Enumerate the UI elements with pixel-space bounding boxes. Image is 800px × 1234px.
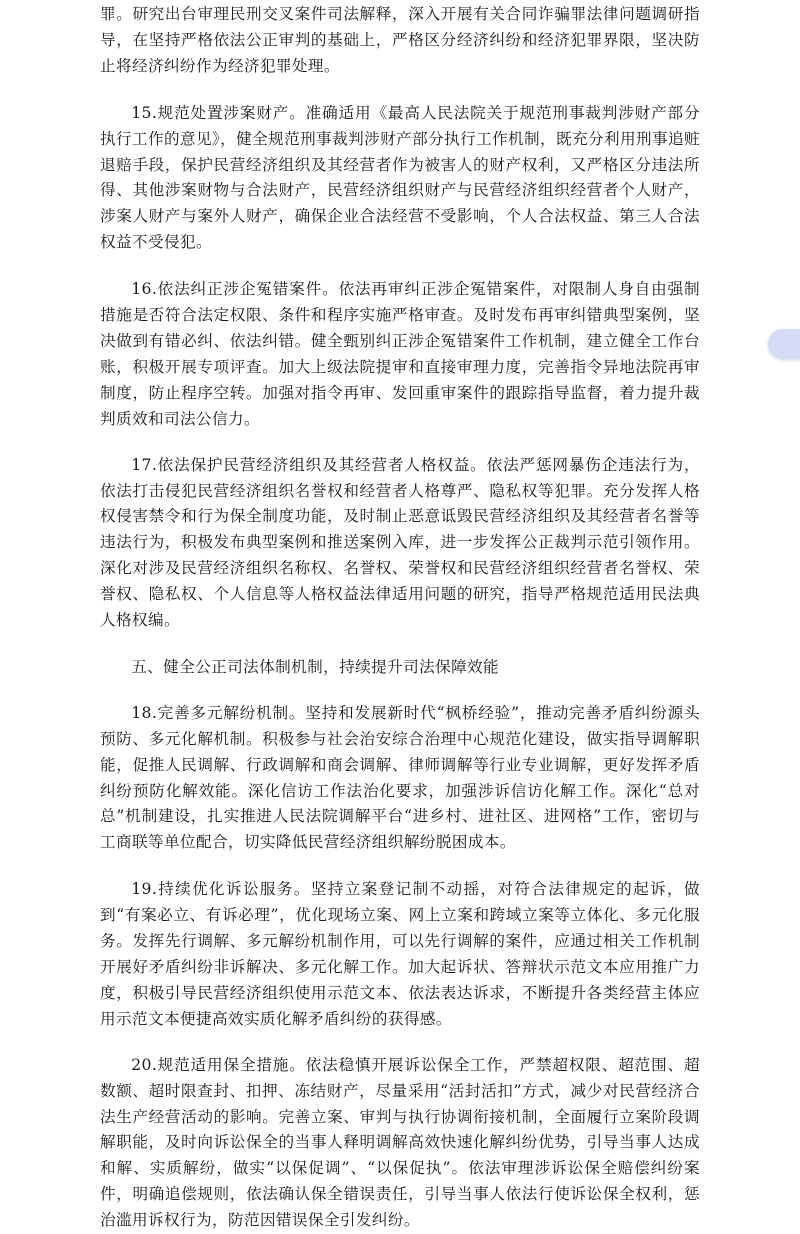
paragraph-20: 20.规范适用保全措施。依法稳慎开展诉讼保全工作，严禁超权限、超范围、超数额、超时限查封、扣押、冻结财产，尽量采用“活封活扣”方式，减少对民营经济合法生产经营活动的影响。完善立案、审判与执行协调衔接机制，全面履行立案阶段调解职能，及时向诉讼保全的当事人释明调解高效快速化解纠纷优势，引导当事人达成和解、实质解纷，做实“以保促调”、“以保促执”。依法审理涉诉讼保全赔偿纠纷案件，明确追偿规则，依法确认保全错误责任，引导当事人依法行使诉讼保全权利，惩治滥用诉权行为，防范因错误保全引发纠纷。	[100, 1055, 700, 1230]
document-body	[100, 2, 700, 1234]
paragraph-17: 17.依法保护民营经济组织及其经营者人格权益。依法严惩网暴伤企违法行为，依法打击侵犯民营经济组织名誉权和经营者人格尊严、隐私权等犯罪。充分发挥人格权侵害禁令和行为保全制度功能，及时制止恶意诋毁民营经济组织及其经营者名誉等违法行为，积极发布典型案例和推送案例入库，进一步发挥公正裁判示范引领作用。深化对涉及民营经济组织名称权、名誉权、荣誉权和民营经济组织经营者名誉权、荣誉权、隐私权、个人信息等人格权益法律适用问题的研究，指导严格规范适用民法典人格权编。	[100, 455, 700, 630]
paragraph-19: 19.持续优化诉讼服务。坚持立案登记制不动摇，对符合法律规定的起诉，做到“有案必立、有诉必理”，优化现场立案、网上立案和跨域立案等立体化、多元化服务。发挥先行调解、多元解纷机制作用，可以先行调解的案件，应通过相关工作机制开展好矛盾纠纷非诉解决、多元化解工作。加大起诉状、答辩状示范文本应用推广力度，积极引导民营经济组织使用示范文本、依法表达诉求，不断提升各类经营主体应用示范文本便捷高效实质化解矛盾纠纷的获得感。	[100, 880, 700, 1028]
side-toolbar-tab[interactable]	[768, 329, 800, 359]
paragraph-16: 16.依法纠正涉企冤错案件。依法再审纠正涉企冤错案件，对限制人身自由强制措施是否符合法定权限、条件和程序实施严格审查。及时发布再审纠错典型案例，坚决做到有错必纠、依法纠错。健全甄别纠正涉企冤错案件工作机制，建立健全工作台账，积极开展专项评查。加大上级法院提审和直接审理力度，完善指令异地法院再审制度，防止程序空转。加强对指令再审、发回重审案件的跟踪指导监督，着力提升裁判质效和司法公信力。	[100, 280, 700, 428]
paragraph-continuation: 罪。研究出台审理民刑交叉案件司法解释，深入开展有关合同诈骗罪法律问题调研指导，在坚持严格依法公正审判的基础上，严格区分经济纠纷和经济犯罪界限，坚决防止将经济纠纷作为经济犯罪处理。	[100, 5, 700, 75]
paragraph-18: 18.完善多元解纷机制。坚持和发展新时代“枫桥经验”，推动完善矛盾纠纷源头预防、多元化解机制。积极参与社会治安综合治理中心规范化建设，做实指导调解职能，促推人民调解、行政调解和商会调解、律师调解等行业专业调解，更好发挥矛盾纠纷预防化解效能。深化信访工作法治化要求，加强涉诉信访化解工作。深化“总对总”机制建设，扎实推进人民法院调解平台“进乡村、进社区、进网格”工作，密切与工商联等单位配合，切实降低民营经济组织解纷脱困成本。	[100, 703, 700, 852]
section-heading-5: 五、健全公正司法体制机制，持续提升司法保障效能	[131, 657, 500, 676]
paragraph-15: 15.规范处置涉案财产。准确适用《最高人民法院关于规范刑事裁判涉财产部分执行工作的意见》，健全规范刑事裁判涉财产部分执行工作机制，既充分利用刑事追赃退赔手段，保护民营经济组织及其经营者作为被害人的财产权利，又严格区分违法所得、其他涉案财物与合法财产，民营经济组织财产与民营经济组织经营者个人财产，涉案人财产与案外人财产，确保企业合法经营不受影响，个人合法权益、第三人合法权益不受侵犯。	[100, 103, 700, 252]
